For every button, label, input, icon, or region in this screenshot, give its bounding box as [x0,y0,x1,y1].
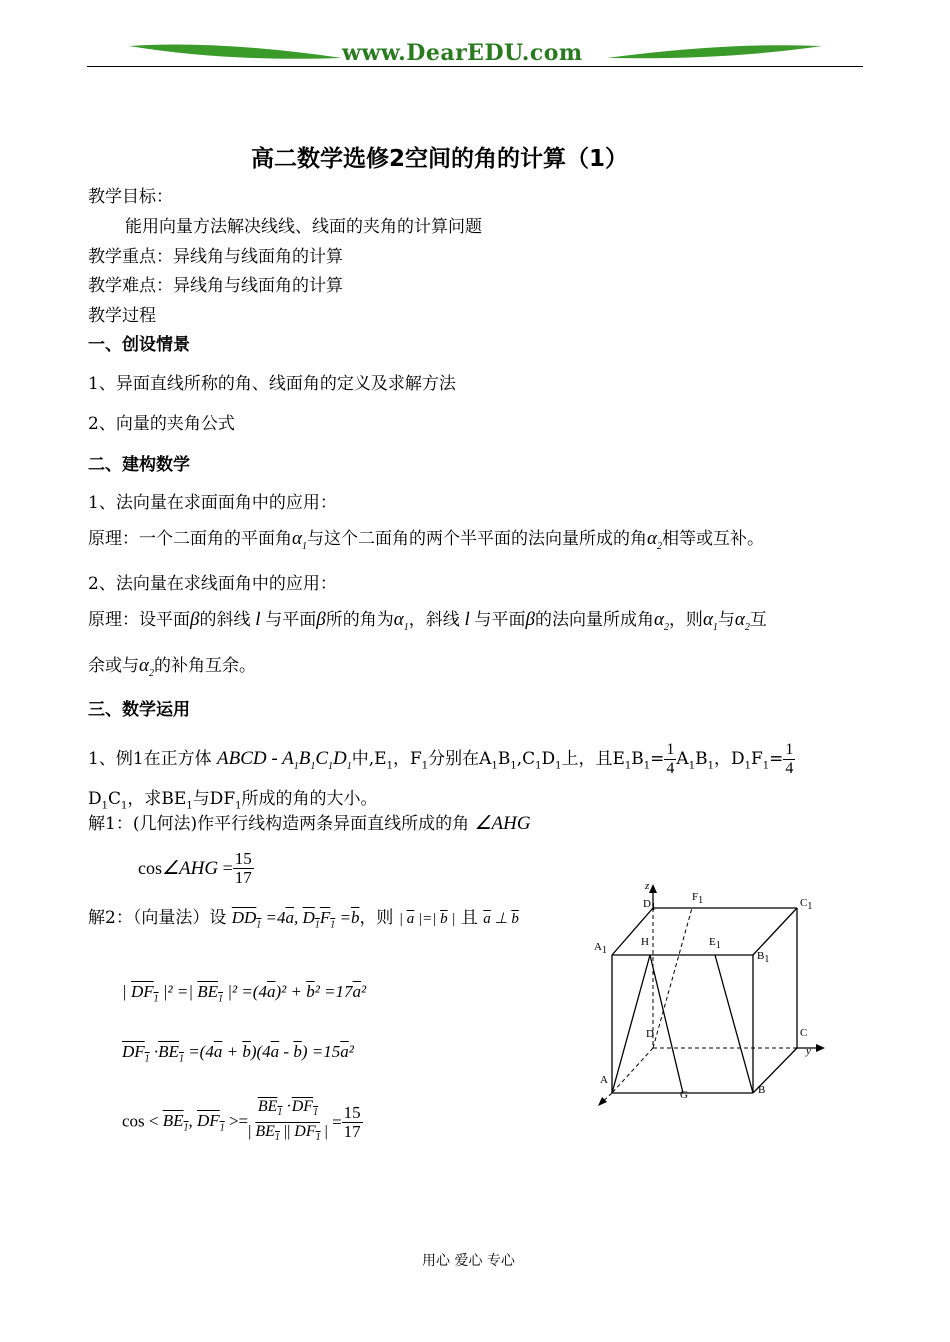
beta-symbol: β [190,609,200,630]
label-F1: $F_1$ [692,891,704,907]
cube-name: ABCD - $A_1B_1C_1D_1$ [217,748,352,772]
vector-setup: $DD_1 =4\overline{a}$, $D_1F_1 =\overline{b}$ [231,908,360,931]
solution1 [88,814,531,834]
example-d: 分别在A [428,749,492,769]
angle-ahg: ∠AHG [474,813,531,834]
l-symbol: l [459,609,475,630]
alpha2-symbol: $\alpha_2$ [139,655,154,679]
alpha1-symbol: $\alpha_1$ [292,528,307,552]
example-f: ,C [516,749,536,769]
label-H: H [641,936,649,948]
cube-figure [590,880,830,1110]
principle2-g: 的法向量所成角 [534,610,654,630]
label-z: z [645,880,650,892]
example-line2-d: 与DF [192,789,236,809]
principle2-a: 原理：设平面 [88,610,190,630]
label-E1: $E_1$ [709,936,721,952]
example-line2-c: ，求BE [127,789,187,809]
example-b: 中,E [351,749,387,769]
section2-item1: 1、法向量在求面面角中的应用： [88,493,337,513]
beta-symbol: β [525,609,535,630]
example-n: F [750,749,763,769]
example1-line1: 1、例1在正方体 ABCD - $A_1B_1C_1D_1$中$,E_1$，$F_1$分别在$A_1B_1,C_1D_1$上，且$E_1B_1=$ $\frac{1}{4}$ $A_1B_1$，$D_1F_1=$ $\frac{1}{4}$ [88,741,794,777]
principle1-c: 相等或互补。 [661,529,764,549]
section1-heading: 一、创设情景 [88,335,190,355]
example-m: ，D [713,749,745,769]
principle2-line1 [88,610,767,638]
label-A: A [600,1074,608,1086]
principle2-j: 互 [749,610,767,630]
label-B1: $B_1$ [757,950,770,966]
label-G: G [680,1089,688,1101]
principle1-a: 原理：一个二面角的平面角 [88,529,292,549]
section2-heading: 二、建构数学 [88,455,190,475]
label-A1: $A_1$ [594,941,607,957]
brand-text: www.DearEDU.com [342,40,583,66]
example-a: 1、例1在正方体 [88,749,212,769]
principle2-b: 的斜线 [199,610,251,630]
solution2 [88,908,519,935]
label-C: C [800,1027,808,1039]
difficulty: 教学难点：异线角与线面角的计算 [88,276,343,296]
example-line2-a: D [88,789,102,809]
process: 教学过程 [88,306,156,326]
section2-item2: 2、法向量在求线面角中的应用： [88,574,337,594]
solution2-a: 解2：（向量法）设 [88,908,227,928]
label-D1: $D_1$ [643,898,656,914]
label-y: y [806,1045,811,1057]
formula-dot: $DF_1 \cdot BE_1 =(4\overline{a} + \overline{b})(4\overline{a} - \overline{b}) =15\overline{a}^2$ [122,1042,354,1065]
section1-item1: 1、异面直线所称的角、线面角的定义及求解方法 [88,374,456,394]
principle1 [88,529,764,557]
example-c: ，F [392,749,422,769]
cos-ahg-formula: cos∠AHG = $\frac{15}{17}$ [138,849,252,887]
header-rule [87,66,863,67]
fraction-quarter: $\frac{1}{4}$ [666,741,675,777]
solution1-text: 解1：(几何法)作平行线构造两条异面直线所成的角 [88,814,470,834]
principle2-e: ，斜线 [408,610,460,630]
principle2-d: 所的角为 [325,610,394,630]
example-line2-e: 所成的角的大小。 [241,789,378,809]
principle2-i: 与 [717,610,735,630]
page-title: 高二数学选修2空间的角的计算（1） [251,146,629,172]
alpha2-symbol: $\alpha_2$ [734,609,750,633]
solution2-b: ，则 [359,908,394,928]
fraction-quarter: $\frac{1}{4}$ [785,741,794,777]
example-line2-b: C [108,789,122,809]
section1-item2: 2、向量的夹角公式 [88,414,235,434]
example-k: A [676,749,689,769]
principle2-l: 的补角互余。 [153,656,256,676]
principle2-k: 余或与 [88,656,139,676]
principle2-f: 与平面 [474,610,526,630]
norm-equal: | $\overline{a}$ |=| $\overline{b}$ | [398,911,456,927]
example-o: = [769,749,784,769]
beta-symbol: β [316,609,326,630]
principle2-h: ，则 [668,610,703,630]
formula-cos: $\cos < BE_1$, $DF_1$ >= $\frac{BE_1 \cdot DF_1}{| BE_1 || DF_1 |}$ = $\frac{15}{17}$ [122,1098,361,1144]
header-banner [87,38,863,70]
example1-line2: $D_1C_1$，求$BE_1$与$DF_1$所成的角的大小。 [88,789,378,812]
goals-item: 能用向量方法解决线线、线面的夹角的计算问题 [125,217,482,237]
example-h: 上，且E [561,749,625,769]
alpha2-symbol: $\alpha_2$ [646,528,662,552]
perp-relation: $\overline{a}$ ⊥ $\overline{b}$ [483,911,519,927]
alpha1-symbol: $\alpha_1$ [702,609,718,633]
label-B: B [758,1084,766,1096]
principle2-c: 与平面 [265,610,317,630]
alpha2-symbol: $\alpha_2$ [653,609,669,633]
label-C1: $C_1$ [800,897,813,913]
alpha1-symbol: $\alpha_1$ [393,609,409,633]
example-e: B [497,749,511,769]
page-footer: 用心 爱心 专心 [422,1253,515,1269]
example-l: B [695,749,708,769]
example-j: = [650,749,665,769]
solution2-c: 且 [460,908,478,928]
formula-norms: | $DF_1$ |² =| $BE_1$ $|^2 =(4\overline{a})^2 + \overline{b}^2 =17\overline{a}^2$ [122,982,367,1005]
principle2-line2 [88,656,256,684]
cube-diagram [590,880,830,1110]
key-points: 教学重点：异线角与线面角的计算 [88,247,343,267]
principle1-b: 与这个二面角的两个半平面的法向量所成的角 [306,529,647,549]
l-symbol: l [250,609,266,630]
section3-heading: 三、数学运用 [88,700,190,720]
example-g: D [541,749,556,769]
label-D: D [646,1028,654,1040]
goals-heading: 教学目标： [88,187,173,207]
example-i: B [631,749,644,769]
